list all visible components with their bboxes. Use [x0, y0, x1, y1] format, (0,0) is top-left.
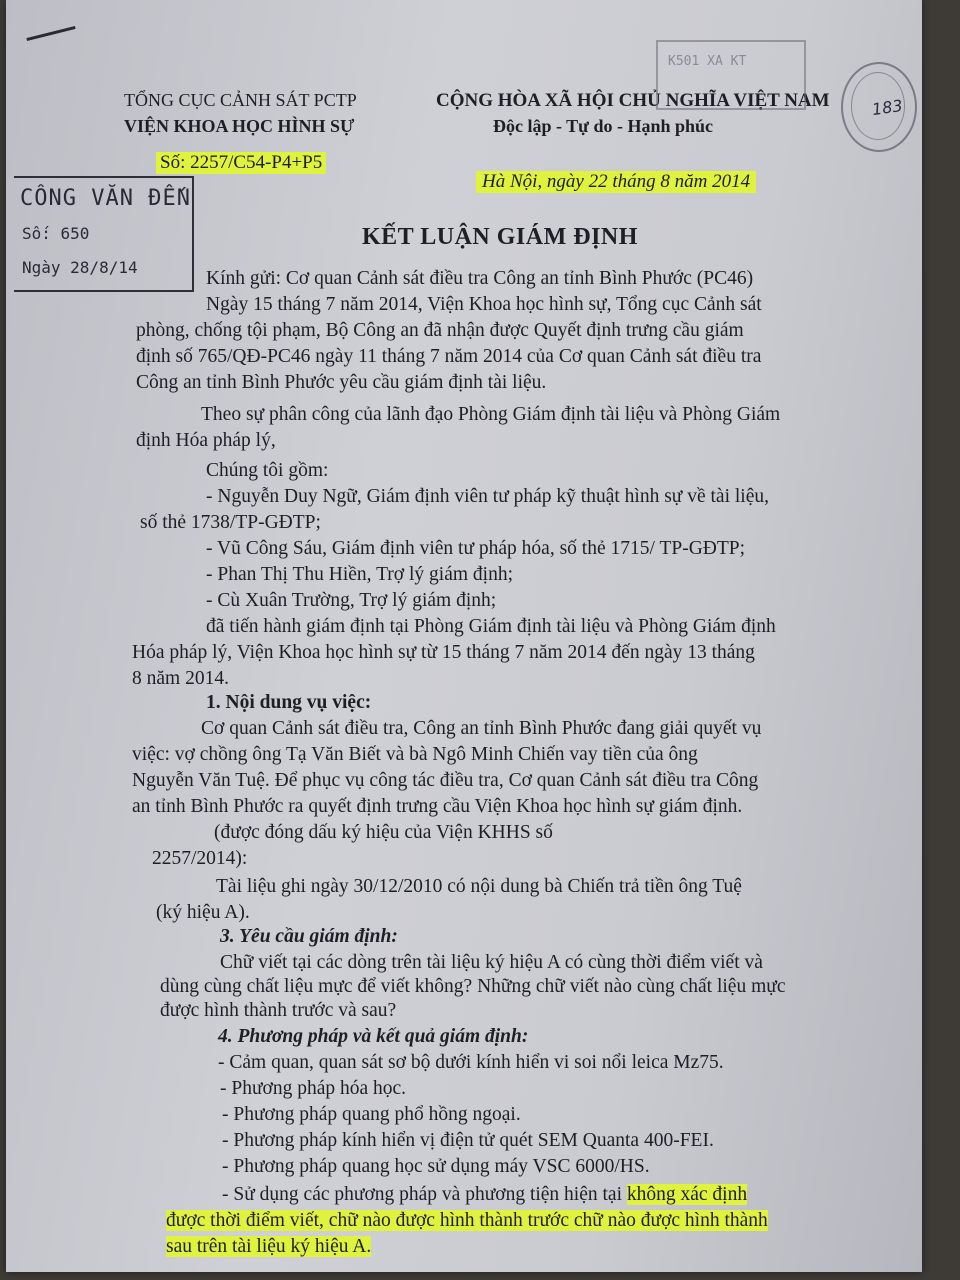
- section-2-line: [214, 822, 922, 844]
- body-line: (ký hiệu A).: [156, 902, 250, 923]
- national-motto: Độc lập - Tự do - Hạnh phúc: [493, 116, 714, 136]
- body-line: 2257/2014):: [152, 848, 248, 869]
- method-item: - Phương pháp quang học sử dụng máy VSC 6000/HS.: [222, 1156, 650, 1177]
- section-heading-3: 3. Yêu cầu giám định:: [220, 926, 398, 947]
- conclusion-highlight: được thời điểm viết, chữ nào được hình thành trước chữ nào được hình thành: [166, 1210, 768, 1231]
- body-line: đã tiến hành giám định tại Phòng Giám định tài liệu và Phòng Giám định: [206, 616, 776, 637]
- body-line: định số 765/QĐ-PC46 ngày 11 tháng 7 năm 2014 của Cơ quan Cảnh sát điều tra: [136, 346, 762, 367]
- body-line: Tài liệu ghi ngày 30/12/2010 có nội dung bà Chiến trả tiền ông Tuệ: [216, 876, 742, 897]
- conclusion-line: [222, 1184, 922, 1206]
- document-page: [6, 0, 922, 1272]
- document-number: Số: 2257/C54-P4+P5: [156, 152, 326, 174]
- document-title: KẾT LUẬN GIÁM ĐỊNH: [362, 224, 638, 250]
- addressee: Kính gửi: Cơ quan Cảnh sát điều tra Công an tỉnh Bình Phước (PC46): [206, 268, 754, 289]
- body-line: phòng, chống tội phạm, Bộ Công an đã nhận được Quyết định trưng cầu giám: [136, 320, 744, 341]
- conclusion-text: - Sử dụng các phương pháp và phương tiện hiện tại: [222, 1184, 622, 1205]
- inbound-stamp-title: CÔNG VĂN ĐẾN: [20, 186, 191, 211]
- body-line: định Hóa pháp lý,: [136, 430, 276, 451]
- faded-stamp: [656, 40, 806, 110]
- conclusion-line: [166, 1210, 922, 1232]
- conclusion-highlight: không xác định: [626, 1184, 748, 1205]
- body-line: Chữ viết tại các dòng trên tài liệu ký hiệu A có cùng thời điểm viết và: [220, 952, 763, 973]
- pen-mark: [26, 26, 75, 41]
- body-line: được hình thành trước và sau?: [160, 1000, 397, 1021]
- national-title: CỘNG HÒA XÃ HỘI CHỦ NGHĨA VIỆT NAM: [436, 90, 830, 111]
- body-line: Chúng tôi gồm:: [206, 460, 329, 481]
- body-line: 8 năm 2014.: [132, 668, 229, 689]
- section-heading-4: 4. Phương pháp và kết quả giám định:: [218, 1026, 529, 1047]
- body-line: Cơ quan Cảnh sát điều tra, Công an tỉnh Bình Phước đang giải quyết vụ: [201, 718, 762, 739]
- agency-name: TỔNG CỤC CẢNH SÁT PCTP: [124, 90, 357, 110]
- list-item: - Cù Xuân Trường, Trợ lý giám định;: [206, 590, 497, 611]
- method-item: - Phương pháp quang phổ hồng ngoại.: [222, 1104, 521, 1125]
- list-item: - Vũ Công Sáu, Giám định viên tư pháp hóa, số thẻ 1715/ TP-GĐTP;: [206, 538, 746, 559]
- body-line: an tỉnh Bình Phước ra quyết định trưng cầu Viện Khoa học hình sự giám định.: [132, 796, 743, 817]
- method-item: - Phương pháp hóa học.: [220, 1078, 407, 1099]
- method-item: - Phương pháp kính hiển vị điện tử quét SEM Quanta 400-FEI.: [222, 1130, 714, 1151]
- body-line: Hóa pháp lý, Viện Khoa học hình sự từ 15 tháng 7 năm 2014 đến ngày 13 tháng: [132, 642, 755, 663]
- body-line: Công an tỉnh Bình Phước yêu cầu giám định tài liệu.: [136, 372, 547, 393]
- body-line: Ngày 15 tháng 7 năm 2014, Viện Khoa học hình sự, Tổng cục Cảnh sát: [206, 294, 762, 315]
- body-line: Nguyễn Văn Tuệ. Để phục vụ công tác điều tra, Cơ quan Cảnh sát điều tra Công: [132, 770, 759, 791]
- body-line: Theo sự phân công của lãnh đạo Phòng Giám định tài liệu và Phòng Giám: [201, 404, 781, 425]
- inbound-stamp-number: Số: 650: [22, 224, 90, 243]
- section-2-note: (được đóng dấu ký hiệu của Viện KHHS số: [214, 822, 553, 843]
- faded-stamp-text: K501 XA KT: [668, 54, 747, 69]
- conclusion-line: [166, 1236, 922, 1258]
- list-item: - Nguyễn Duy Ngữ, Giám định viên tư pháp kỹ thuật hình sự về tài liệu,: [206, 486, 769, 507]
- conclusion-highlight: sau trên tài liệu ký hiệu A.: [166, 1236, 372, 1257]
- section-heading-1: 1. Nội dung vụ việc:: [206, 692, 372, 713]
- issue-date: Hà Nội, ngày 22 tháng 8 năm 2014: [476, 171, 756, 193]
- body-line: dùng cùng chất liệu mực để viết không? Những chữ viết nào cùng chất liệu mực: [160, 976, 786, 997]
- method-item: - Cảm quan, quan sát sơ bộ dưới kính hiển vi soi nổi leica Mz75.: [218, 1052, 724, 1073]
- inbound-stamp-date: Ngày 28/8/14: [22, 258, 138, 277]
- list-item: - Phan Thị Thu Hiền, Trợ lý giám định;: [206, 564, 513, 585]
- body-line: việc: vợ chồng ông Tạ Văn Biết và bà Ngô Minh Chiến vay tiền của ông: [132, 744, 698, 765]
- institute-name: VIỆN KHOA HỌC HÌNH SỰ: [124, 116, 355, 136]
- inbound-stamp: [14, 176, 194, 292]
- folio-number: 183: [870, 95, 904, 120]
- list-item-cont: số thẻ 1738/TP-GĐTP;: [140, 512, 321, 533]
